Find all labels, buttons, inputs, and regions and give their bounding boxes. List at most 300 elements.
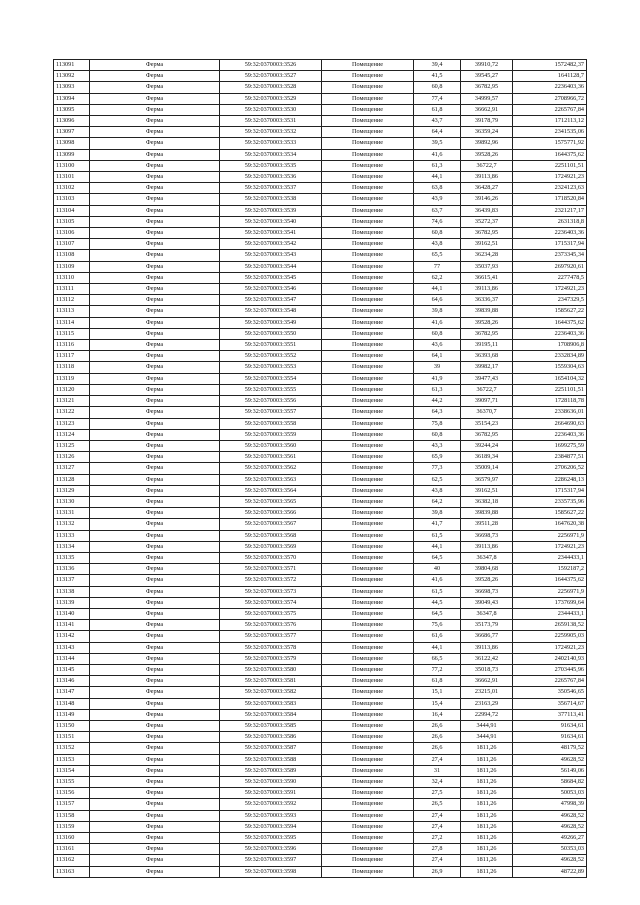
table-row (54, 328, 587, 339)
table-row (54, 631, 587, 642)
cell-cadastral-value: 1728118,78 (513, 396, 587, 407)
cell-row-number: 113146 (54, 676, 90, 687)
cell-row-number: 113121 (54, 396, 90, 407)
cell-premises-type: Помещение (322, 754, 414, 765)
cell-object-type: Ферма (90, 821, 220, 832)
cell-cadastral-number: 59:32:0370003:3540 (220, 216, 322, 227)
cell-object-type: Ферма (90, 608, 220, 619)
table-row (54, 452, 587, 463)
cell-object-type: Ферма (90, 452, 220, 463)
cell-object-type: Ферма (90, 788, 220, 799)
cell-cadastral-value: 2703445,96 (513, 664, 587, 675)
cell-cadastral-number: 59:32:0370003:3555 (220, 384, 322, 395)
table-row (54, 194, 587, 205)
cell-premises-type: Помещение (322, 261, 414, 272)
cell-object-type: Ферма (90, 306, 220, 317)
cell-object-type: Ферма (90, 575, 220, 586)
cell-area: 62,5 (414, 474, 461, 485)
cell-premises-type: Помещение (322, 720, 414, 731)
table-row (54, 250, 587, 261)
cell-premises-type: Помещение (322, 541, 414, 552)
cell-premises-type: Помещение (322, 429, 414, 440)
cell-object-type: Ферма (90, 138, 220, 149)
cell-unit-price: 39982,17 (461, 362, 513, 373)
table-row (54, 788, 587, 799)
cell-object-type: Ферма (90, 93, 220, 104)
cell-cadastral-number: 59:32:0370003:3552 (220, 351, 322, 362)
cell-object-type: Ферма (90, 754, 220, 765)
cell-area: 61,3 (414, 384, 461, 395)
cell-area: 74,6 (414, 216, 461, 227)
cell-row-number: 113160 (54, 833, 90, 844)
cell-cadastral-number: 59:32:0370003:3597 (220, 855, 322, 866)
cell-cadastral-number: 59:32:0370003:3544 (220, 261, 322, 272)
cell-premises-type: Помещение (322, 530, 414, 541)
cell-object-type: Ферма (90, 340, 220, 351)
cell-cadastral-number: 59:32:0370003:3588 (220, 754, 322, 765)
cell-cadastral-value: 356714,67 (513, 698, 587, 709)
cell-cadastral-number: 59:32:0370003:3594 (220, 821, 322, 832)
cell-row-number: 113137 (54, 575, 90, 586)
cell-premises-type: Помещение (322, 664, 414, 675)
cell-row-number: 113149 (54, 709, 90, 720)
table-row (54, 720, 587, 731)
cell-cadastral-number: 59:32:0370003:3548 (220, 306, 322, 317)
cell-row-number: 113124 (54, 429, 90, 440)
cell-row-number: 113118 (54, 362, 90, 373)
cell-cadastral-number: 59:32:0370003:3579 (220, 653, 322, 664)
cell-area: 60,8 (414, 429, 461, 440)
cell-unit-price: 1811,26 (461, 799, 513, 810)
cell-unit-price: 22994,72 (461, 709, 513, 720)
table-row (54, 116, 587, 127)
cell-area: 26,6 (414, 720, 461, 731)
cell-cadastral-number: 59:32:0370003:3571 (220, 564, 322, 575)
cell-cadastral-value: 2251101,51 (513, 160, 587, 171)
cell-area: 43,8 (414, 239, 461, 250)
cell-cadastral-number: 59:32:0370003:3551 (220, 340, 322, 351)
table-row (54, 519, 587, 530)
cell-cadastral-number: 59:32:0370003:3590 (220, 777, 322, 788)
table-row (54, 743, 587, 754)
cell-cadastral-value: 2344433,1 (513, 608, 587, 619)
cell-unit-price: 36698,73 (461, 586, 513, 597)
cell-unit-price: 39146,26 (461, 194, 513, 205)
cell-cadastral-number: 59:32:0370003:3585 (220, 720, 322, 731)
cell-object-type: Ферма (90, 855, 220, 866)
cell-row-number: 113153 (54, 754, 90, 765)
cell-premises-type: Помещение (322, 384, 414, 395)
cell-cadastral-value: 91634,61 (513, 732, 587, 743)
cell-area: 64,1 (414, 351, 461, 362)
cell-area: 60,8 (414, 228, 461, 239)
table-row (54, 82, 587, 93)
cell-row-number: 113134 (54, 541, 90, 552)
cell-object-type: Ферма (90, 496, 220, 507)
table-row (54, 463, 587, 474)
cell-area: 39,4 (414, 60, 461, 71)
cell-cadastral-value: 1641128,7 (513, 71, 587, 82)
cell-cadastral-value: 1572482,37 (513, 60, 587, 71)
cell-row-number: 113132 (54, 519, 90, 530)
cell-area: 64,4 (414, 127, 461, 138)
cell-object-type: Ферма (90, 698, 220, 709)
cell-premises-type: Помещение (322, 216, 414, 227)
cell-row-number: 113158 (54, 810, 90, 821)
cell-object-type: Ферма (90, 620, 220, 631)
cell-cadastral-value: 2347329,5 (513, 295, 587, 306)
cell-area: 64,2 (414, 496, 461, 507)
cell-cadastral-value: 2321217,17 (513, 205, 587, 216)
cell-row-number: 113119 (54, 373, 90, 384)
cell-premises-type: Помещение (322, 295, 414, 306)
cell-cadastral-number: 59:32:0370003:3557 (220, 407, 322, 418)
cell-row-number: 113114 (54, 317, 90, 328)
cell-row-number: 113091 (54, 60, 90, 71)
cell-cadastral-value: 2338636,01 (513, 407, 587, 418)
cell-premises-type: Помещение (322, 508, 414, 519)
cell-unit-price: 36782,95 (461, 328, 513, 339)
cell-row-number: 113096 (54, 116, 90, 127)
cell-object-type: Ферма (90, 687, 220, 698)
cell-area: 27,4 (414, 754, 461, 765)
cell-unit-price: 35037,93 (461, 261, 513, 272)
cell-object-type: Ферма (90, 362, 220, 373)
cell-row-number: 113103 (54, 194, 90, 205)
cell-area: 44,1 (414, 172, 461, 183)
cell-area: 61,8 (414, 676, 461, 687)
cell-premises-type: Помещение (322, 306, 414, 317)
cell-premises-type: Помещение (322, 821, 414, 832)
cell-premises-type: Помещение (322, 586, 414, 597)
cell-cadastral-value: 2708966,72 (513, 93, 587, 104)
cell-area: 64,6 (414, 295, 461, 306)
cell-area: 44,1 (414, 642, 461, 653)
cell-area: 32,4 (414, 777, 461, 788)
table-row (54, 777, 587, 788)
cell-cadastral-value: 2265767,84 (513, 676, 587, 687)
table-body (54, 60, 587, 878)
cell-premises-type: Помещение (322, 183, 414, 194)
cell-row-number: 113138 (54, 586, 90, 597)
cell-unit-price: 36347,8 (461, 552, 513, 563)
cell-cadastral-number: 59:32:0370003:3570 (220, 552, 322, 563)
table-row (54, 485, 587, 496)
cell-object-type: Ферма (90, 284, 220, 295)
cell-unit-price: 23215,01 (461, 687, 513, 698)
table-row (54, 373, 587, 384)
cell-cadastral-number: 59:32:0370003:3580 (220, 664, 322, 675)
cell-row-number: 113092 (54, 71, 90, 82)
cell-row-number: 113101 (54, 172, 90, 183)
cell-area: 41,5 (414, 71, 461, 82)
cell-unit-price: 1811,26 (461, 777, 513, 788)
cell-unit-price: 39910,72 (461, 60, 513, 71)
cell-unit-price: 1811,26 (461, 844, 513, 855)
cell-object-type: Ферма (90, 127, 220, 138)
cell-object-type: Ферма (90, 586, 220, 597)
cell-premises-type: Помещение (322, 160, 414, 171)
cell-unit-price: 1811,26 (461, 754, 513, 765)
cell-cadastral-number: 59:32:0370003:3574 (220, 597, 322, 608)
cell-row-number: 113109 (54, 261, 90, 272)
cell-area: 31 (414, 765, 461, 776)
cell-premises-type: Помещение (322, 116, 414, 127)
cell-premises-type: Помещение (322, 373, 414, 384)
cell-row-number: 113105 (54, 216, 90, 227)
cell-area: 39 (414, 362, 461, 373)
cell-cadastral-value: 2259905,03 (513, 631, 587, 642)
cell-cadastral-number: 59:32:0370003:3558 (220, 418, 322, 429)
cell-cadastral-number: 59:32:0370003:3534 (220, 149, 322, 160)
table-row (54, 732, 587, 743)
cell-object-type: Ферма (90, 676, 220, 687)
cell-unit-price: 39113,86 (461, 642, 513, 653)
table-row (54, 284, 587, 295)
cell-object-type: Ферма (90, 664, 220, 675)
cell-cadastral-number: 59:32:0370003:3591 (220, 788, 322, 799)
table-row (54, 833, 587, 844)
cell-area: 77 (414, 261, 461, 272)
cell-row-number: 113150 (54, 720, 90, 731)
cell-area: 64,5 (414, 552, 461, 563)
cell-premises-type: Помещение (322, 732, 414, 743)
cell-area: 43,8 (414, 485, 461, 496)
cell-cadastral-value: 1644375,62 (513, 149, 587, 160)
cell-cadastral-number: 59:32:0370003:3564 (220, 485, 322, 496)
cell-premises-type: Помещение (322, 228, 414, 239)
cell-premises-type: Помещение (322, 496, 414, 507)
cell-area: 62,2 (414, 272, 461, 283)
table-row (54, 709, 587, 720)
table-row (54, 384, 587, 395)
table-row (54, 821, 587, 832)
cell-cadastral-number: 59:32:0370003:3592 (220, 799, 322, 810)
cell-premises-type: Помещение (322, 552, 414, 563)
cell-cadastral-value: 49628,52 (513, 855, 587, 866)
cell-row-number: 113131 (54, 508, 90, 519)
cell-row-number: 113117 (54, 351, 90, 362)
cell-row-number: 113115 (54, 328, 90, 339)
cell-row-number: 113147 (54, 687, 90, 698)
cell-premises-type: Помещение (322, 620, 414, 631)
cell-cadastral-number: 59:32:0370003:3539 (220, 205, 322, 216)
cell-area: 65,5 (414, 250, 461, 261)
cell-cadastral-value: 2256971,9 (513, 530, 587, 541)
cell-cadastral-number: 59:32:0370003:3581 (220, 676, 322, 687)
table-row (54, 138, 587, 149)
cell-object-type: Ферма (90, 216, 220, 227)
table-row (54, 239, 587, 250)
cell-object-type: Ферма (90, 60, 220, 71)
table-row (54, 642, 587, 653)
cell-cadastral-number: 59:32:0370003:3550 (220, 328, 322, 339)
cell-cadastral-number: 59:32:0370003:3545 (220, 272, 322, 283)
cell-row-number: 113093 (54, 82, 90, 93)
cell-area: 41,9 (414, 373, 461, 384)
cell-area: 39,5 (414, 138, 461, 149)
cell-area: 64,3 (414, 407, 461, 418)
cell-area: 60,8 (414, 82, 461, 93)
cell-cadastral-number: 59:32:0370003:3532 (220, 127, 322, 138)
cell-premises-type: Помещение (322, 631, 414, 642)
cell-unit-price: 36782,95 (461, 82, 513, 93)
cell-unit-price: 39162,51 (461, 239, 513, 250)
cell-object-type: Ферма (90, 250, 220, 261)
cell-cadastral-value: 49628,52 (513, 821, 587, 832)
table-row (54, 205, 587, 216)
cell-unit-price: 39162,51 (461, 485, 513, 496)
cell-unit-price: 36393,68 (461, 351, 513, 362)
cell-object-type: Ферма (90, 541, 220, 552)
cell-object-type: Ферма (90, 653, 220, 664)
table-row (54, 183, 587, 194)
cell-area: 26,9 (414, 866, 461, 877)
cell-cadastral-number: 59:32:0370003:3575 (220, 608, 322, 619)
cell-area: 43,6 (414, 340, 461, 351)
cell-cadastral-value: 1654104,32 (513, 373, 587, 384)
table-row (54, 552, 587, 563)
table-row (54, 676, 587, 687)
cell-object-type: Ферма (90, 463, 220, 474)
cell-cadastral-number: 59:32:0370003:3568 (220, 530, 322, 541)
cell-area: 43,3 (414, 440, 461, 451)
cell-cadastral-value: 1592187,2 (513, 564, 587, 575)
cell-cadastral-number: 59:32:0370003:3560 (220, 440, 322, 451)
cell-area: 26,6 (414, 732, 461, 743)
cell-premises-type: Помещение (322, 777, 414, 788)
cell-premises-type: Помещение (322, 608, 414, 619)
cell-area: 27,4 (414, 821, 461, 832)
cell-premises-type: Помещение (322, 687, 414, 698)
cell-area: 60,8 (414, 328, 461, 339)
cell-area: 27,4 (414, 855, 461, 866)
cell-object-type: Ферма (90, 597, 220, 608)
cell-cadastral-number: 59:32:0370003:3537 (220, 183, 322, 194)
table-row (54, 653, 587, 664)
cell-cadastral-number: 59:32:0370003:3566 (220, 508, 322, 519)
cell-row-number: 113110 (54, 272, 90, 283)
cell-object-type: Ферма (90, 844, 220, 855)
cell-cadastral-value: 56149,06 (513, 765, 587, 776)
cell-unit-price: 36370,7 (461, 407, 513, 418)
table-row (54, 440, 587, 451)
cell-area: 43,7 (414, 116, 461, 127)
cell-cadastral-number: 59:32:0370003:3577 (220, 631, 322, 642)
cell-row-number: 113097 (54, 127, 90, 138)
cell-cadastral-number: 59:32:0370003:3556 (220, 396, 322, 407)
cell-premises-type: Помещение (322, 127, 414, 138)
cell-premises-type: Помещение (322, 250, 414, 261)
cell-cadastral-number: 59:32:0370003:3595 (220, 833, 322, 844)
cell-unit-price: 39195,11 (461, 340, 513, 351)
cell-row-number: 113162 (54, 855, 90, 866)
cell-cadastral-number: 59:32:0370003:3563 (220, 474, 322, 485)
cell-area: 43,9 (414, 194, 461, 205)
cell-area: 27,4 (414, 810, 461, 821)
cell-area: 41,6 (414, 149, 461, 160)
cell-unit-price: 39049,43 (461, 597, 513, 608)
cell-cadastral-value: 50053,03 (513, 788, 587, 799)
cell-cadastral-value: 49628,52 (513, 754, 587, 765)
cell-row-number: 113098 (54, 138, 90, 149)
cell-area: 27,2 (414, 833, 461, 844)
cell-row-number: 113133 (54, 530, 90, 541)
cell-area: 39,8 (414, 306, 461, 317)
cell-cadastral-value: 49266,27 (513, 833, 587, 844)
cell-row-number: 113145 (54, 664, 90, 675)
cell-cadastral-value: 377113,41 (513, 709, 587, 720)
cell-object-type: Ферма (90, 239, 220, 250)
cell-premises-type: Помещение (322, 564, 414, 575)
cell-unit-price: 1811,26 (461, 855, 513, 866)
cell-object-type: Ферма (90, 328, 220, 339)
table-row (54, 261, 587, 272)
cell-cadastral-value: 1644375,62 (513, 317, 587, 328)
cell-object-type: Ферма (90, 743, 220, 754)
cell-unit-price: 3444,91 (461, 720, 513, 731)
cell-row-number: 113095 (54, 104, 90, 115)
cell-object-type: Ферма (90, 82, 220, 93)
cell-premises-type: Помещение (322, 463, 414, 474)
cell-unit-price: 39545,27 (461, 71, 513, 82)
table-row (54, 799, 587, 810)
cell-cadastral-value: 1699275,59 (513, 440, 587, 451)
cell-row-number: 113161 (54, 844, 90, 855)
cell-row-number: 113108 (54, 250, 90, 261)
cell-area: 75,8 (414, 418, 461, 429)
cell-premises-type: Помещение (322, 418, 414, 429)
cell-premises-type: Помещение (322, 788, 414, 799)
cell-object-type: Ферма (90, 261, 220, 272)
cell-cadastral-value: 2344433,1 (513, 552, 587, 563)
cell-object-type: Ферма (90, 564, 220, 575)
cell-area: 63,8 (414, 183, 461, 194)
cell-object-type: Ферма (90, 709, 220, 720)
cell-unit-price: 39528,26 (461, 575, 513, 586)
cell-row-number: 113112 (54, 295, 90, 306)
cell-premises-type: Помещение (322, 172, 414, 183)
cell-row-number: 113152 (54, 743, 90, 754)
cell-cadastral-value: 2664690,63 (513, 418, 587, 429)
cell-cadastral-number: 59:32:0370003:3541 (220, 228, 322, 239)
table-row (54, 620, 587, 631)
cell-object-type: Ферма (90, 407, 220, 418)
cell-unit-price: 39528,26 (461, 317, 513, 328)
cell-area: 41,6 (414, 317, 461, 328)
cell-area: 27,8 (414, 844, 461, 855)
cell-cadastral-value: 1724921,23 (513, 642, 587, 653)
cell-unit-price: 36234,28 (461, 250, 513, 261)
cell-unit-price: 35272,37 (461, 216, 513, 227)
table-row (54, 765, 587, 776)
cell-premises-type: Помещение (322, 71, 414, 82)
cell-cadastral-value: 2402140,93 (513, 653, 587, 664)
cell-object-type: Ферма (90, 272, 220, 283)
cell-cadastral-value: 2236403,36 (513, 328, 587, 339)
cell-premises-type: Помещение (322, 855, 414, 866)
table-row (54, 866, 587, 877)
cell-area: 40 (414, 564, 461, 575)
cell-cadastral-value: 2341535,06 (513, 127, 587, 138)
cell-premises-type: Помещение (322, 149, 414, 160)
cell-cadastral-value: 2251101,51 (513, 384, 587, 395)
cell-row-number: 113163 (54, 866, 90, 877)
cell-row-number: 113135 (54, 552, 90, 563)
cell-cadastral-value: 1585627,22 (513, 508, 587, 519)
cell-unit-price: 36615,41 (461, 272, 513, 283)
cell-cadastral-value: 1724921,23 (513, 284, 587, 295)
